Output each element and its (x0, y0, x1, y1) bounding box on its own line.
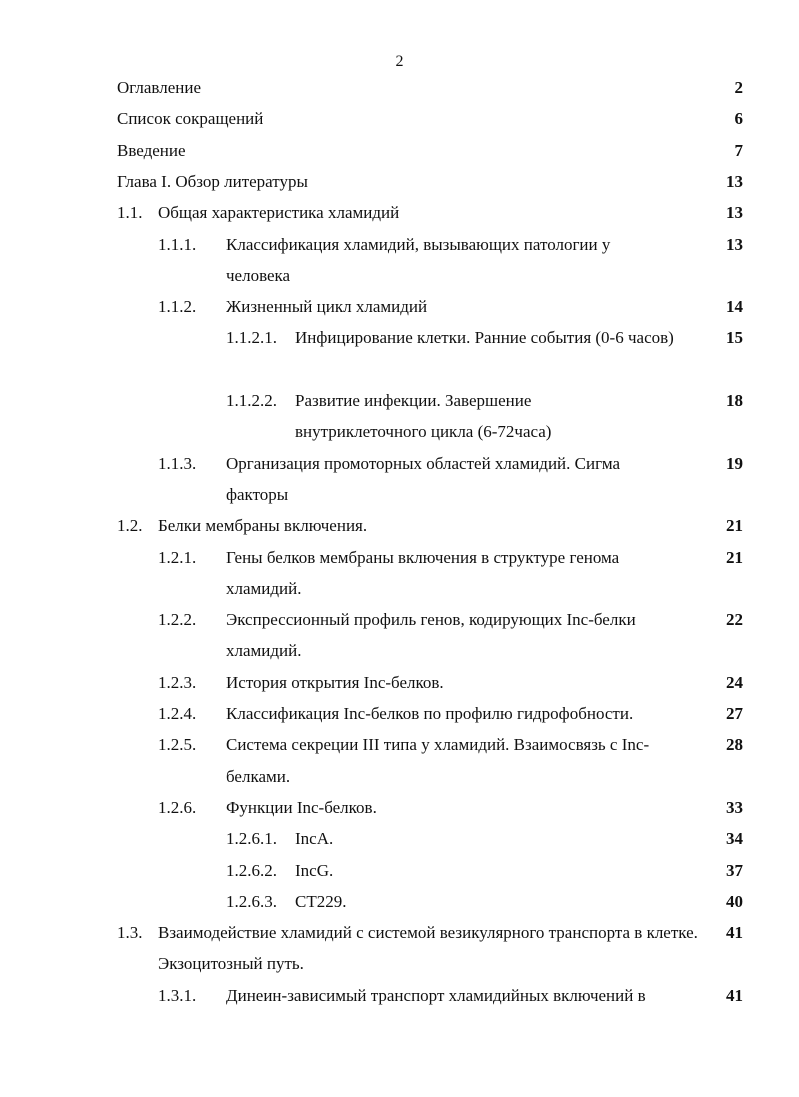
toc-entry-page: 21 (726, 516, 743, 536)
toc-entry-title: Классификация Inc-белков по профилю гидрофобности. (226, 704, 634, 723)
toc-entry-number: 1.1.3. (158, 453, 197, 473)
toc-entry-page: 40 (726, 891, 743, 911)
toc-entry-title: IncA. (295, 829, 334, 849)
toc-entry-title: Гены белков мембраны включения в структуре генома хламидий. (226, 547, 620, 598)
toc-entry-title: Список сокращений (117, 109, 264, 129)
toc-entry-page: 19 (726, 453, 743, 473)
toc-entry-page: 34 (726, 829, 743, 849)
toc-entry-page: 41 (726, 923, 743, 943)
toc-entry-title: Динеин-зависимый транспорт хламидийных включений в (226, 985, 646, 1005)
toc-entry-page: 41 (726, 985, 743, 1005)
toc-entry-page: 13 (726, 203, 743, 223)
toc-entry-title: Функции Inc-белков. (226, 797, 377, 817)
toc-entry-number: 1.1.2. (158, 297, 197, 317)
toc-entry-title: Развитие инфекции. Завершение внутриклеточного цикла (6-72часа) (295, 391, 552, 442)
toc-entry-title: Введение (117, 140, 186, 160)
toc-entry-title: Оглавление (117, 78, 201, 97)
toc-entry-title: Система секреции III типа у хламидий. Взаимосвязь с Inc-белками. (226, 735, 650, 786)
toc-entry-title: Общая характеристика хламидий (158, 203, 400, 223)
toc-entry-page: 27 (726, 704, 743, 723)
toc-entry-title: Жизненный цикл хламидий (226, 297, 428, 317)
toc-entry-page: 7 (734, 140, 743, 160)
toc-entry-title: Экспрессионный профиль генов, кодирующих Inc-белки хламидий. (226, 610, 636, 661)
toc-entry-page: 21 (726, 547, 743, 567)
toc-entry-page: 18 (726, 391, 743, 410)
toc-entry-number: 1.2. (117, 516, 143, 536)
toc-entry-page: 2 (734, 78, 743, 97)
toc-entry-number: 1.2.4. (158, 704, 197, 723)
toc-entry-number: 1.2.6.3. (226, 891, 277, 911)
toc-entry-title: Организация промоторных областей хламидий. Сигма факторы (226, 453, 621, 504)
toc-entry-title: История открытия Inc-белков. (226, 672, 444, 692)
toc-entry-title: Взаимодействие хламидий с системой везикулярного транспорта в клетке. Экзоцитозный путь. (158, 923, 698, 974)
toc-entry-page: 15 (726, 328, 743, 348)
toc-entry-number: 1.1.2.1. (226, 328, 277, 348)
toc-entry-page: 6 (734, 109, 743, 129)
toc-entry-page: 13 (726, 234, 743, 254)
toc-entry-page: 14 (726, 297, 743, 317)
toc-entry-title: Классификация хламидий, вызывающих патологии у человека (226, 234, 611, 285)
toc-entry-title: IncG. (295, 860, 334, 880)
toc-entry-number: 1.1. (117, 203, 143, 223)
toc-entry-page: 37 (726, 860, 743, 880)
toc-entry-number: 1.3.1. (158, 985, 197, 1005)
toc-entry-number: 1.2.3. (158, 672, 197, 692)
toc-entry-title: Белки мембраны включения. (158, 516, 368, 536)
toc-entry-number: 1.2.6. (158, 797, 197, 817)
toc-entry-number: 1.2.6.1. (226, 829, 277, 849)
toc-entry-page: 24 (726, 672, 743, 692)
toc-entry-title: Глава I. Обзор литературы (117, 171, 308, 191)
toc-entry-number: 1.2.2. (158, 610, 197, 630)
toc-entry-page: 33 (726, 797, 743, 817)
toc-entry-title: CT229. (295, 891, 347, 911)
toc-entry-number: 1.1.2.2. (226, 391, 277, 410)
toc-entry-page: 22 (726, 610, 743, 630)
toc-entry-page: 28 (726, 735, 743, 755)
toc-entry-number: 1.3. (117, 923, 143, 943)
toc-entry-number: 1.2.5. (158, 735, 197, 755)
toc-entry-page: 13 (726, 171, 743, 191)
page-number: 2 (395, 53, 404, 70)
toc-entry-number: 1.2.1. (158, 547, 197, 567)
toc-entry-number: 1.2.6.2. (226, 860, 277, 880)
toc-entry-number: 1.1.1. (158, 234, 197, 254)
toc-entry-title: Инфицирование клетки. Ранние события (0-6 часов) (295, 328, 674, 348)
